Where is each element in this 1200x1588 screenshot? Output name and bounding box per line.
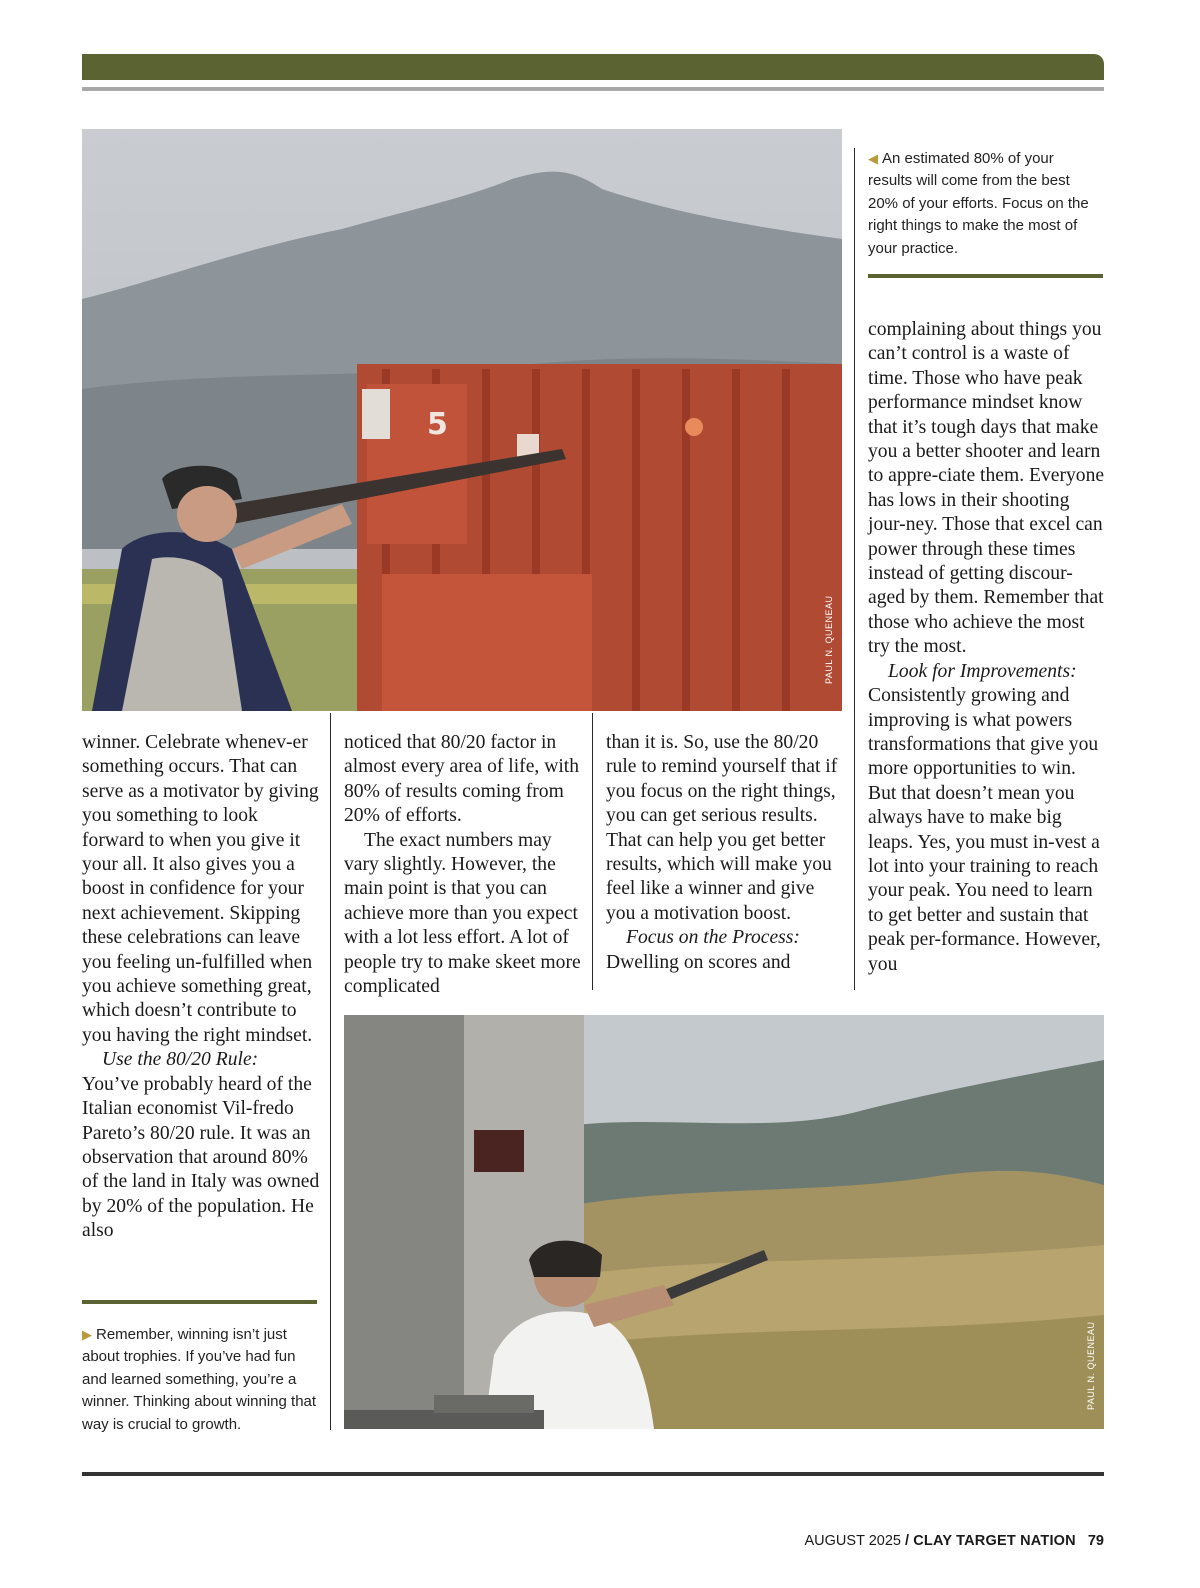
caption-bottom bbox=[82, 1324, 318, 1436]
col2-paragraph-2: The exact numbers may vary slightly. However, the main point is that you can achieve more than you expect with a lot less effort. A lot of people try to make skeet more complicated bbox=[344, 829, 581, 998]
footer-date: AUGUST 2025 bbox=[804, 1533, 901, 1549]
col2-paragraph-1: noticed that 80/20 factor in almost every area of life, with 80% of results coming from 20% of efforts. bbox=[344, 732, 580, 827]
caption-bottom-text: Remember, winning isn’t just about trophies. If you’ve had fun and learned something, you’re a winner. Thinking about winning that way is crucial to growth. bbox=[82, 1326, 317, 1433]
col3-subhead-text: Focus on the Process: bbox=[626, 927, 800, 949]
col3-subhead bbox=[606, 926, 846, 950]
caption-arrow-left-icon: ◀ bbox=[868, 151, 878, 166]
column-rule-caption-top bbox=[854, 148, 855, 990]
caption-top-text: An estimated 80% of your results will come from the best 20% of your efforts. Focus on the right things to make the most of your practice. bbox=[868, 150, 1089, 257]
column-rule-2 bbox=[592, 713, 593, 990]
article-column-2 bbox=[344, 731, 584, 999]
photo-shooter-station-5 bbox=[82, 129, 842, 711]
column-rule-1 bbox=[330, 713, 331, 1430]
photo-credit-bottom: PAUL N. QUENEAU bbox=[1086, 1321, 1096, 1410]
svg-text:5: 5 bbox=[427, 407, 448, 442]
page-footer bbox=[805, 1533, 1105, 1549]
col1-paragraph-1: winner. Celebrate whenev-er something occurs. That can serve as a motivator by giving you something to look forward to when you give it your all. It also gives you a boost in confidence for your next achievement. Skipping these celebrations can leave you feeling un-fulfilled when you achieve something great, which doesn’t contribute to you having the right mindset. bbox=[82, 732, 319, 1046]
article-column-1 bbox=[82, 731, 322, 1244]
article-column-3 bbox=[606, 731, 846, 975]
col1-subhead bbox=[82, 1048, 322, 1072]
col4-subhead bbox=[868, 660, 1108, 684]
col3-paragraph-2: Dwelling on scores and bbox=[606, 951, 791, 973]
header-band bbox=[82, 54, 1104, 80]
col1-paragraph-2: You’ve probably heard of the Italian economist Vil-fredo Pareto’s 80/20 rule. It was an observation that around 80% of the land in Italy was owned by 20% of the population. He also bbox=[82, 1073, 320, 1242]
caption-bottom-rule bbox=[82, 1300, 317, 1304]
caption-top bbox=[868, 148, 1100, 260]
header-rule bbox=[82, 87, 1104, 91]
col4-paragraph-1: complaining about things you can’t control is a waste of time. Those who have peak performance mindset know that it’s tough days that make you a better shooter and learn to appre-ciate them. Everyone has lows in their shooting jour-ney. Those that excel can power through these times instead of getting discour-aged by them. Remember that those who achieve the most try the most. bbox=[868, 319, 1105, 658]
photo-shooter-field bbox=[344, 1015, 1104, 1429]
caption-top-rule bbox=[868, 274, 1103, 278]
caption-arrow-right-icon: ▶ bbox=[82, 1327, 92, 1342]
footer-magazine: CLAY TARGET NATION bbox=[913, 1533, 1076, 1549]
col4-subhead-text: Look for Improvements: bbox=[888, 660, 1077, 682]
col3-paragraph-1: than it is. So, use the 80/20 rule to remind yourself that if you focus on the right things, you can get serious results. That can help you get better results, which will make you feel like a winner and give you a motivation boost. bbox=[606, 732, 838, 924]
article-column-4 bbox=[868, 318, 1108, 977]
page-number: 79 bbox=[1087, 1533, 1104, 1549]
col4-paragraph-2: Consistently growing and improving is what powers transformations that give you more opportunities to win. But that doesn’t mean you always have to make big leaps. Yes, you must in-vest a lot into your training to reach your peak. You need to learn to get better and sustain that peak per-formance. However, you bbox=[868, 685, 1101, 975]
footer-rule bbox=[82, 1472, 1104, 1476]
photo-credit-top: PAUL N. QUENEAU bbox=[824, 595, 834, 684]
col1-subhead-text: Use the 80/20 Rule: bbox=[102, 1049, 259, 1071]
footer-separator: / bbox=[904, 1533, 910, 1549]
